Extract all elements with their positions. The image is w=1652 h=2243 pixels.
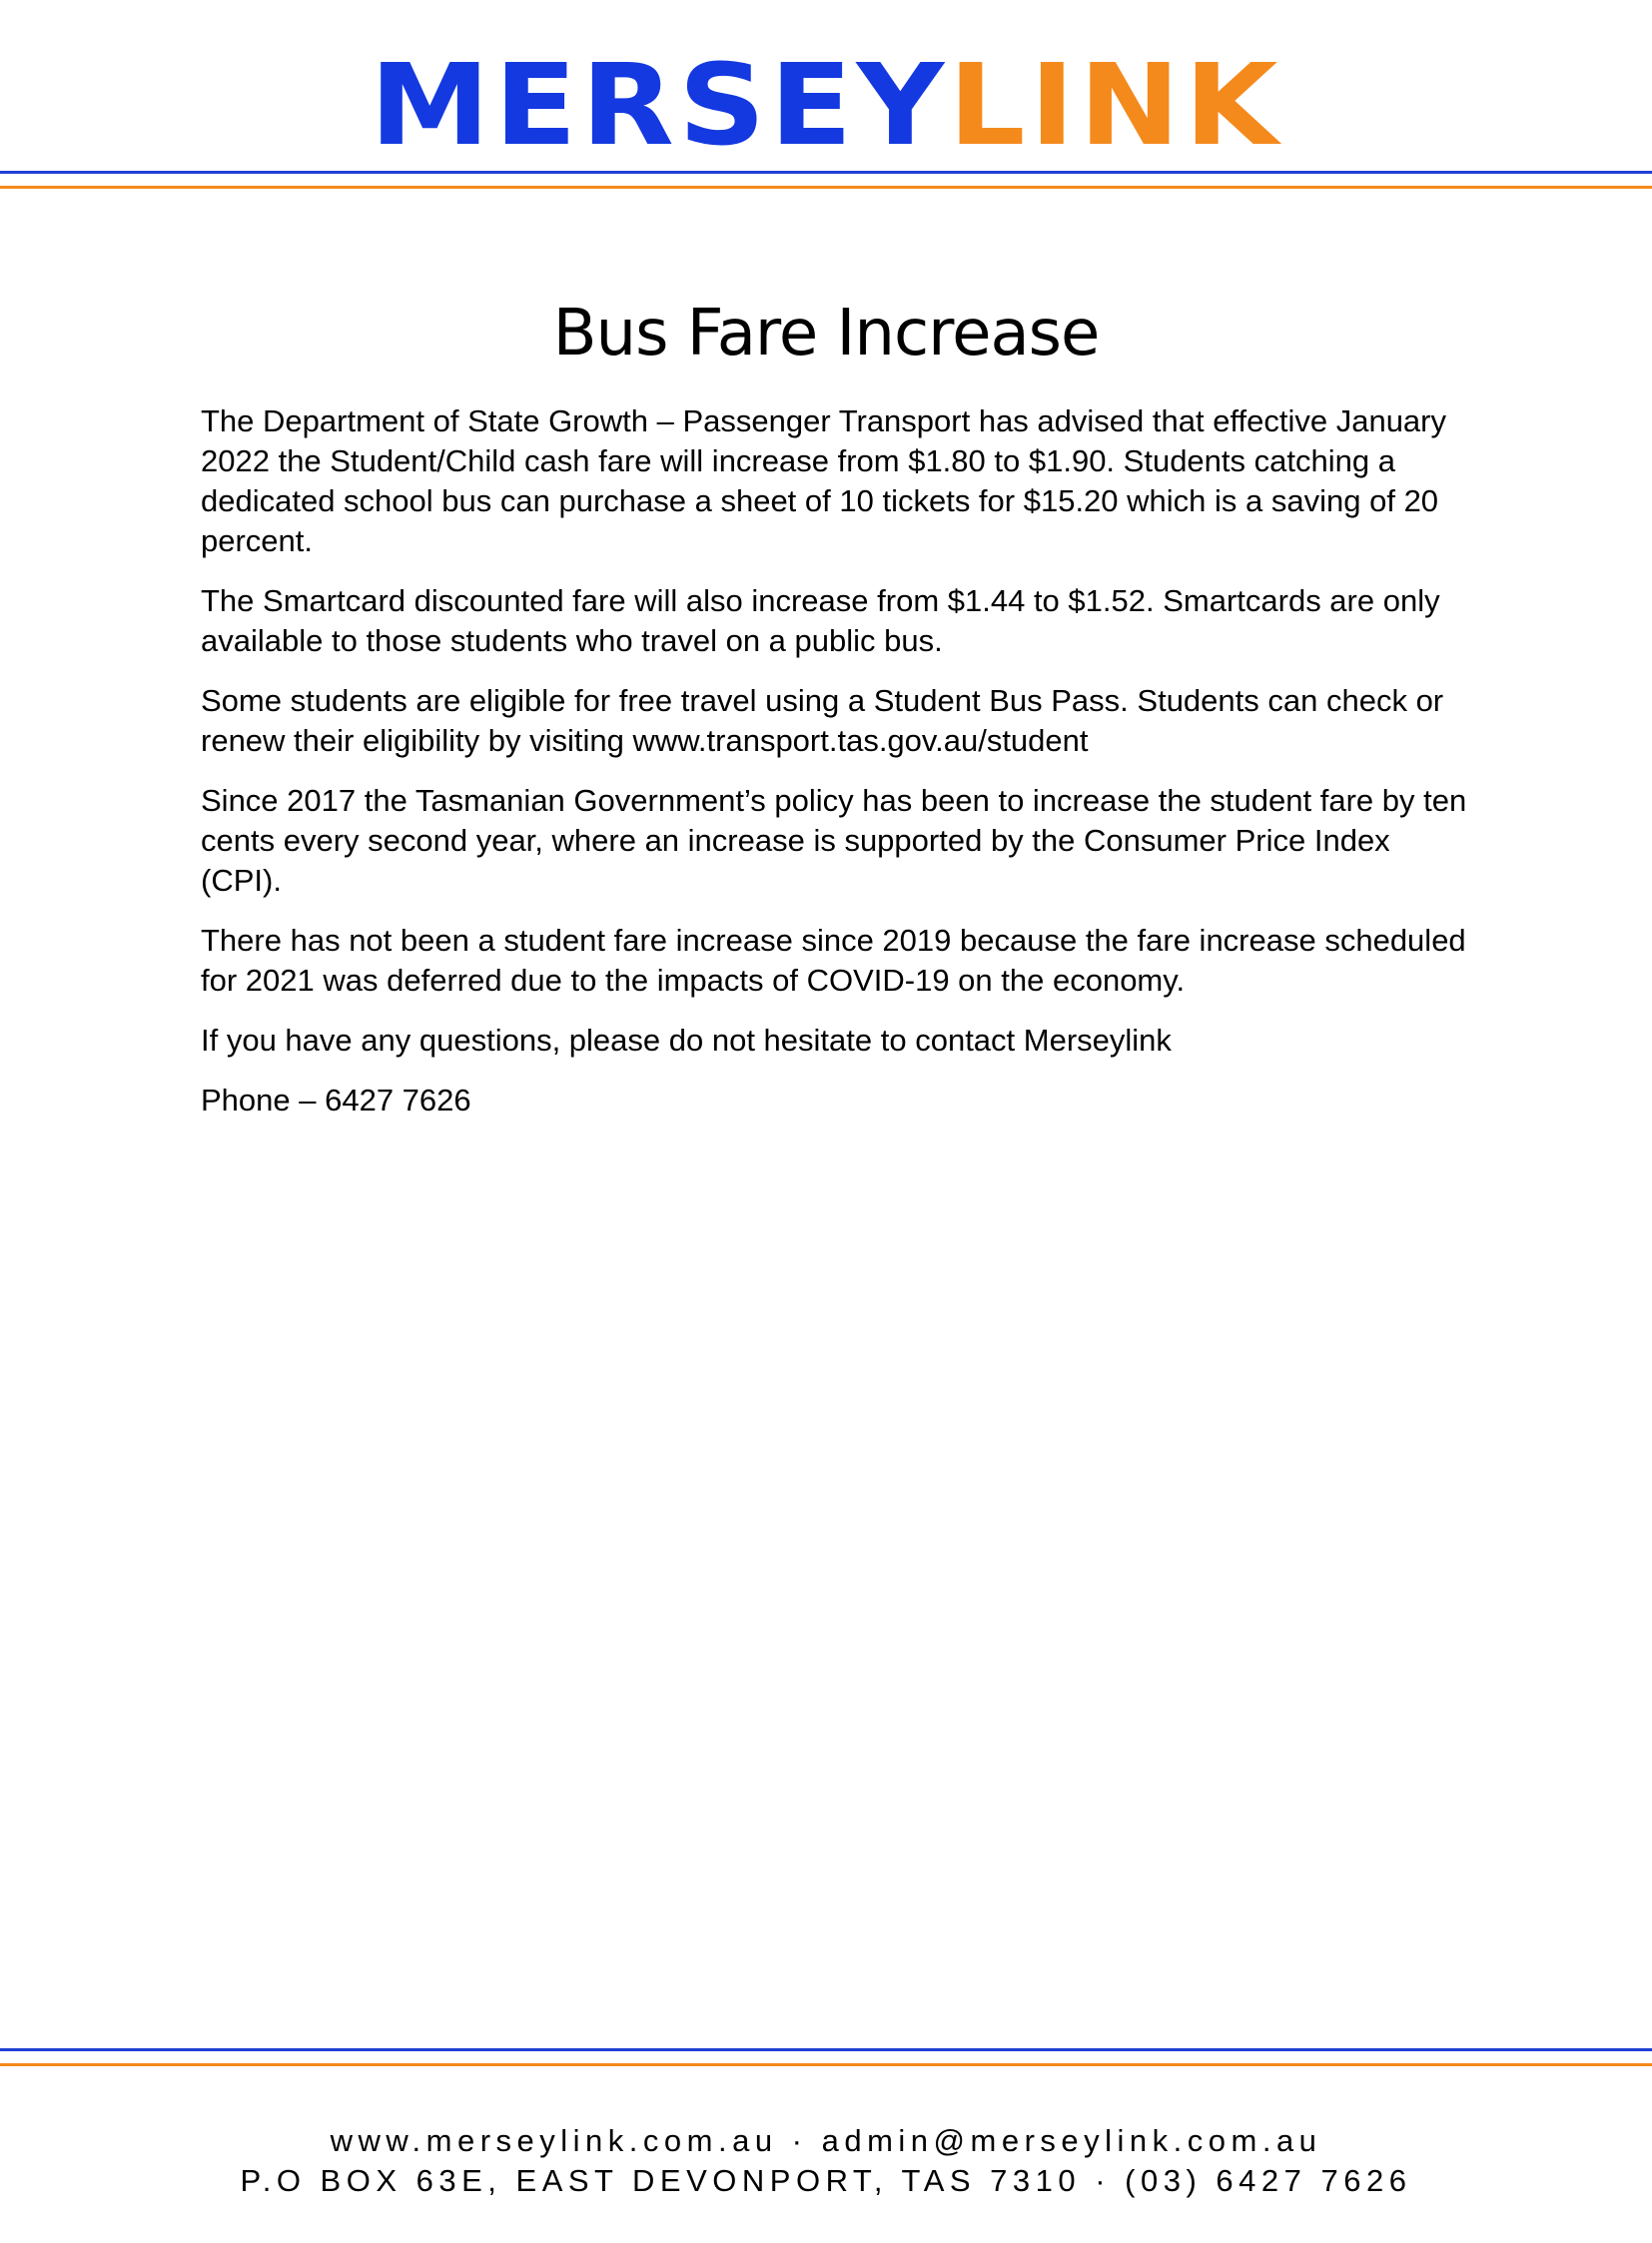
paragraph-fare-change: The Department of State Growth – Passenger Transport has advised that effective January 2022 the Student/Child cash fare will increase from $1.80 to $1.90. Students catching a dedicated school bus can purchase a sheet of 10 tickets for $15.20 which is a saving of 20 percent. <box>201 403 1446 558</box>
footer-divider-blue <box>0 2048 1652 2051</box>
paragraph-deferral: There has not been a student fare increase since 2019 because the fare increase scheduled for 2021 was deferred due to the impacts of COVID-19 on the economy. <box>201 923 1466 998</box>
footer-divider-orange <box>0 2063 1652 2066</box>
header-divider-blue <box>0 171 1652 174</box>
page-title: Bus Fare Increase <box>552 297 1100 371</box>
logo-text-mersey: MERSEY <box>370 41 949 171</box>
merseylink-logo <box>0 41 1652 171</box>
document-body <box>201 401 1479 1140</box>
paragraph-contact: If you have any questions, please do not hesitate to contact Merseylink <box>201 1023 1172 1058</box>
footer-address-line: P.O BOX 63E, EAST DEVONPORT, TAS 7310 · (03) 6427 7626 <box>240 2163 1412 2198</box>
paragraph-smartcard: The Smartcard discounted fare will also increase from $1.44 to $1.52. Smartcards are only available to those students who travel on a public bus. <box>201 583 1440 658</box>
paragraph-policy: Since 2017 the Tasmanian Government’s policy has been to increase the student fare by ten cents every second year, where an increase is supported by the Consumer Price Index (CPI). <box>201 783 1467 898</box>
paragraph-phone: Phone – 6427 7626 <box>201 1083 471 1118</box>
logo-text-link: LINK <box>948 41 1282 171</box>
footer-contact-line: www.merseylink.com.au · admin@merseylink.com.au <box>330 2123 1322 2158</box>
header-divider-orange <box>0 186 1652 189</box>
paragraph-bus-pass: Some students are eligible for free travel using a Student Bus Pass. Students can check or renew their eligibility by visiting www.transport.tas.gov.au/student <box>201 683 1444 758</box>
